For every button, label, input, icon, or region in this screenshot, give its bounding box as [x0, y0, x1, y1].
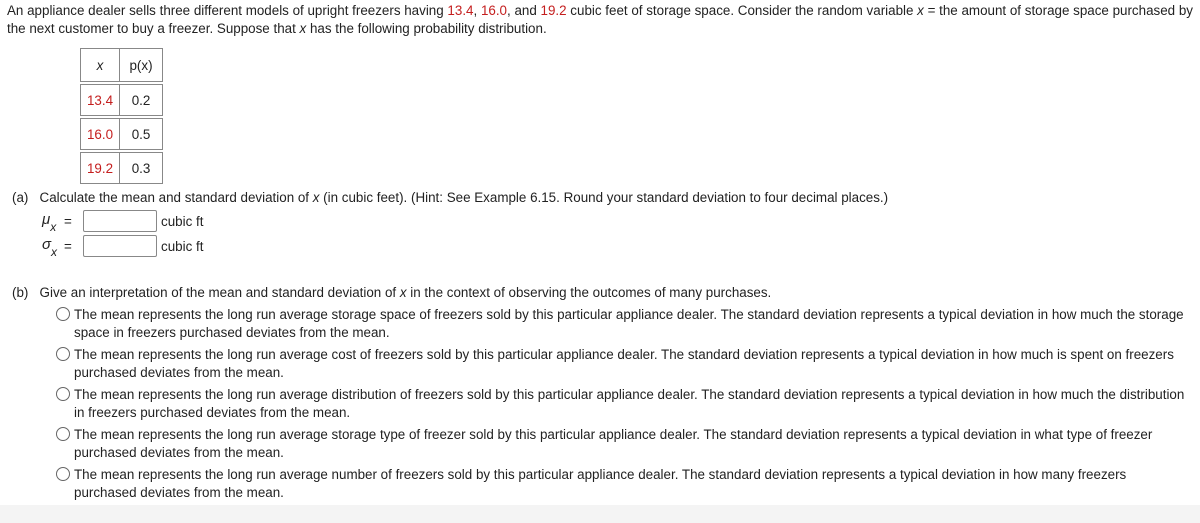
- part-a-question: [12, 190, 888, 205]
- mean-row: [42, 210, 203, 232]
- sd-unit: cubic ft: [161, 238, 204, 254]
- mean-input[interactable]: [83, 210, 157, 232]
- problem-statement: [7, 2, 1195, 38]
- cell-x: 16.0: [81, 119, 120, 150]
- option-text: The mean represents the long run average distribution of freezers sold by this particular appliance dealer. The standard deviation represents a typical deviation in how much the distribution in freezers purchased deviates from the mean.: [74, 387, 1185, 420]
- table-header-row: [81, 49, 163, 82]
- header-px: p(x): [120, 49, 163, 82]
- probability-table: [80, 48, 163, 184]
- option-text: The mean represents the long run average storage type of freezer sold by this particular appliance dealer. The standard deviation represents a typical deviation in what type of freezer purchased deviates from the mean.: [74, 427, 1153, 460]
- value-16-0: 16.0: [480, 3, 507, 18]
- sd-input[interactable]: [83, 235, 157, 257]
- table-row: [81, 153, 163, 184]
- sigma-symbol: $\sigma_x$: [42, 236, 58, 259]
- option-text: The mean represents the long run average cost of freezers sold by this particular appliance dealer. The standard deviation represents a typical deviation in how much is spent on freezers purchased deviates from the mean.: [74, 347, 1174, 380]
- separator: ,: [473, 3, 481, 18]
- variable-x: x: [917, 3, 924, 18]
- sd-row: [42, 235, 203, 257]
- intro-text-1: An appliance dealer sells three different models of upright freezers having: [7, 3, 448, 18]
- cell-p: 0.5: [120, 119, 163, 150]
- part-b-text-1: Give an interpretation of the mean and standard deviation of: [39, 285, 400, 300]
- option-text: The mean represents the long run average storage space of freezers sold by this particular appliance dealer. The standard deviation represents a typical deviation in how much the storage space in freezers purchased deviates from the mean.: [74, 307, 1184, 340]
- intro-text-4: has the following probability distribution.: [306, 21, 547, 36]
- table-row: [81, 119, 163, 150]
- radio-button[interactable]: [56, 387, 70, 401]
- cell-p: 0.2: [120, 85, 163, 116]
- mean-unit: cubic ft: [161, 213, 204, 229]
- radio-button[interactable]: [56, 347, 70, 361]
- part-a-label: (a): [12, 190, 29, 205]
- cell-p: 0.3: [120, 153, 163, 184]
- option-text: The mean represents the long run average number of freezers sold by this particular appliance dealer. The standard deviation represents a typical deviation in how many freezers purchased deviates from the mean.: [74, 467, 1127, 500]
- separator: , and: [507, 3, 541, 18]
- part-b-question: [12, 285, 771, 300]
- variable-x: x: [299, 21, 307, 36]
- part-a-text-1: Calculate the mean and standard deviation of: [39, 190, 313, 205]
- radio-button[interactable]: [56, 467, 70, 481]
- radio-button[interactable]: [56, 427, 70, 441]
- variable-x: x: [399, 285, 407, 300]
- part-b-label: (b): [12, 285, 29, 300]
- table-row: [81, 85, 163, 116]
- radio-button[interactable]: [56, 307, 70, 321]
- intro-text-3: = the amount of storage space purchased by the next customer to buy a freezer. Suppose that: [7, 3, 1193, 36]
- value-19-2: 19.2: [540, 3, 567, 18]
- variable-x: x: [312, 190, 320, 205]
- bottom-bar: [0, 505, 1200, 523]
- value-13-4: 13.4: [447, 3, 474, 18]
- cell-x: 19.2: [81, 153, 120, 184]
- header-x: x: [81, 49, 120, 82]
- mu-symbol: $\mu_x$: [42, 211, 57, 234]
- equals-sign: =: [64, 213, 72, 229]
- part-a-text-2: (in cubic feet). (Hint: See Example 6.15. Round your standard deviation to four decimal places.): [319, 190, 889, 205]
- equals-sign: =: [64, 238, 72, 254]
- cell-x: 13.4: [81, 85, 120, 116]
- intro-text-2: cubic feet of storage space. Consider the random variable: [566, 3, 918, 18]
- part-b-text-2: in the context of observing the outcomes of many purchases.: [406, 285, 772, 300]
